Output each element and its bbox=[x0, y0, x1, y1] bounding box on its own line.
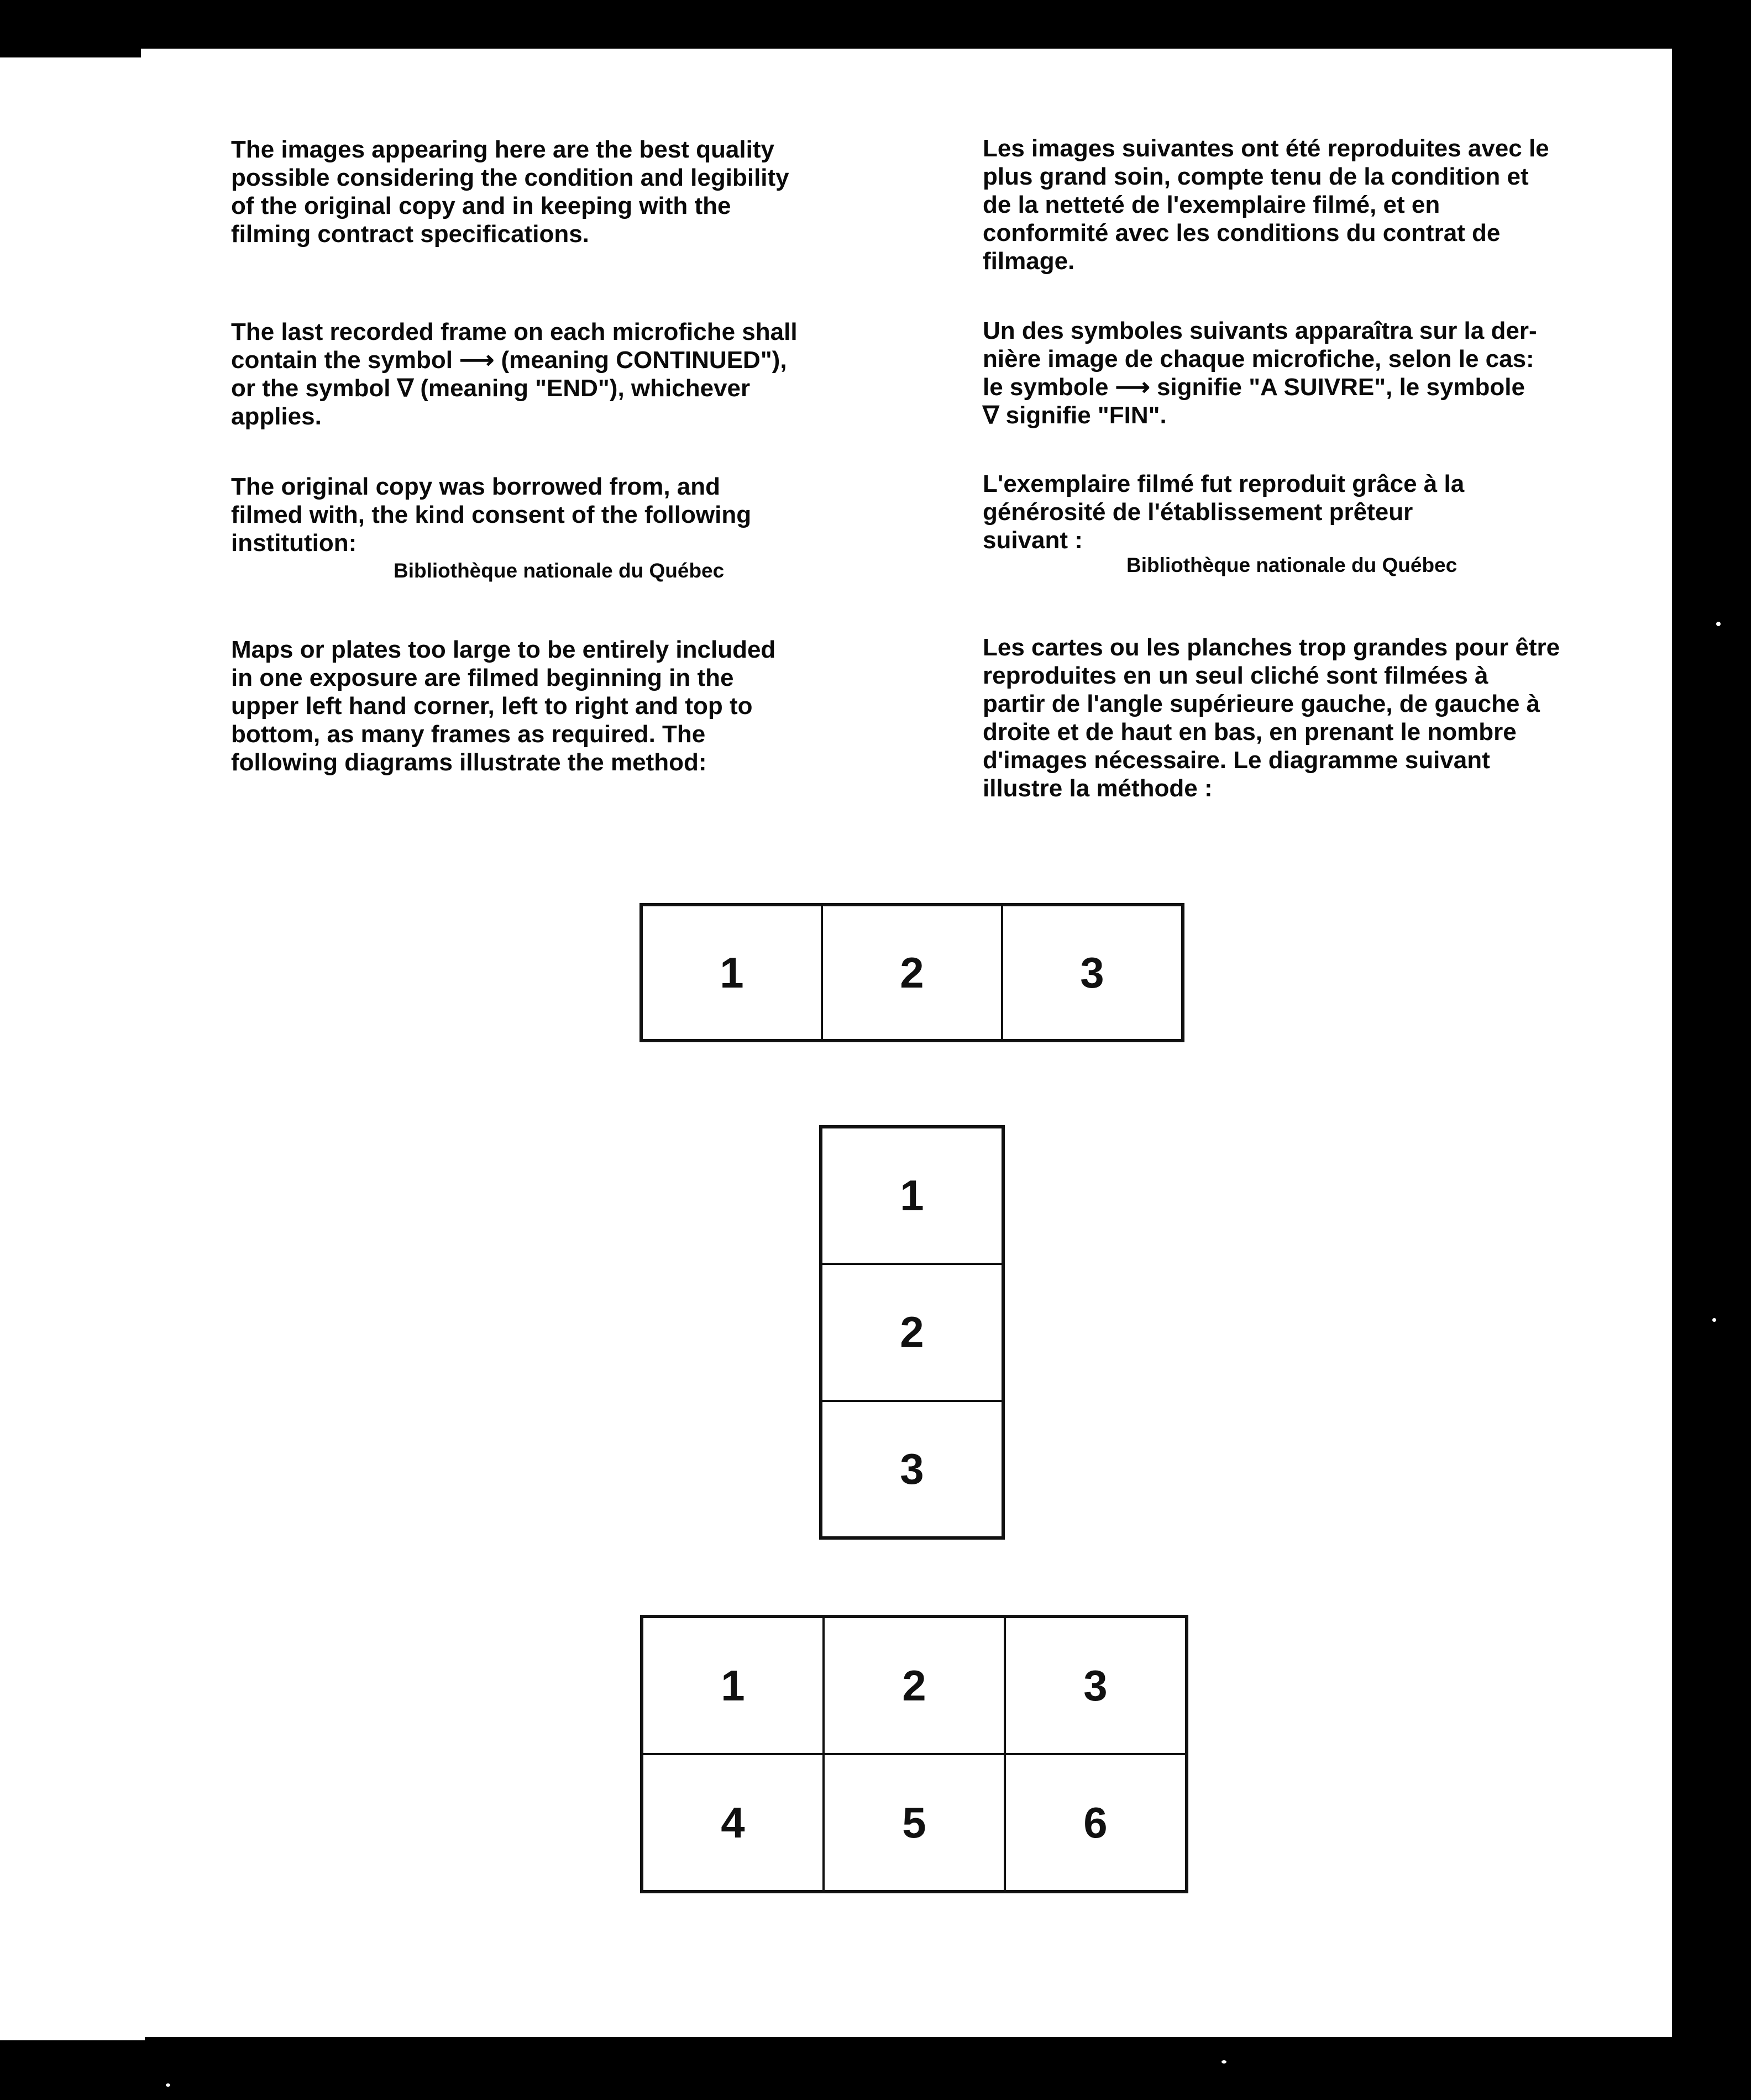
english-maps-note: Maps or plates too large to be entirely included in one exposure are filmed beginning in the upper left hand corner, left to right and top to bottom, as many frames as required. The following diagrams illustrate the method: bbox=[231, 636, 776, 776]
frame-cell: 2 bbox=[822, 1265, 1002, 1399]
french-institution-note: L'exemplaire filmé fut reproduit grâce à la générosité de l'établissement prêteur suivant : bbox=[983, 470, 1465, 554]
vertical-frames-diagram bbox=[819, 1125, 1005, 1540]
dust-speck bbox=[1716, 622, 1721, 626]
dust-speck bbox=[1712, 1318, 1716, 1322]
dust-speck bbox=[166, 2083, 170, 2087]
english-institution-note: The original copy was borrowed from, and filmed with, the kind consent of the following institution: bbox=[231, 473, 752, 556]
english-symbol-note: The last recorded frame on each microfiche shall contain the symbol ⟶ (meaning CONTINUED"), or the symbol ∇ (meaning "END"), whichever applies. bbox=[231, 318, 798, 430]
frame-cell: 2 bbox=[825, 1618, 1004, 1753]
frame-cell: 5 bbox=[825, 1755, 1004, 1890]
frame-cell: 1 bbox=[822, 1128, 1002, 1263]
frame-cell: 1 bbox=[643, 906, 821, 1039]
frame-cell: 1 bbox=[643, 1618, 822, 1753]
dust-speck bbox=[1221, 2060, 1226, 2064]
frame-cell: 4 bbox=[643, 1755, 822, 1890]
frame-cell: 2 bbox=[823, 906, 1001, 1039]
french-symbol-note: Un des symboles suivants apparaîtra sur la der- nière image de chaque microfiche, selon le cas: le symbole ⟶ signifie "A SUIVRE", le symbole ∇ signifie "FIN". bbox=[983, 317, 1537, 429]
french-institution-name: Bibliothèque nationale du Québec bbox=[1126, 554, 1458, 576]
frame-cell: 3 bbox=[1003, 906, 1181, 1039]
horizontal-frames-diagram bbox=[639, 903, 1184, 1042]
left-film-strip bbox=[0, 57, 145, 2040]
french-maps-note: Les cartes ou les planches trop grandes pour être reproduites en un seul cliché sont filmées à partir de l'angle supérieure gauche, de gauche à droite et de haut en bas, en prenant le nombre d'images nécessaire. Le diagramme suivant illustre la méthode : bbox=[983, 634, 1560, 802]
english-institution-name: Bibliothèque nationale du Québec bbox=[394, 559, 725, 582]
grid-frames-diagram bbox=[640, 1615, 1188, 1893]
frame-cell: 6 bbox=[1006, 1755, 1185, 1890]
frame-cell: 3 bbox=[1006, 1618, 1185, 1753]
english-quality-note: The images appearing here are the best quality possible considering the condition and legibility of the original copy and in keeping with the filming contract specifications. bbox=[231, 136, 789, 248]
french-quality-note: Les images suivantes ont été reproduites avec le plus grand soin, compte tenu de la condition et de la netteté de l'exemplaire filmé, et en conformité avec les conditions du contrat de filmage. bbox=[983, 135, 1549, 275]
frame-cell: 3 bbox=[822, 1402, 1002, 1536]
